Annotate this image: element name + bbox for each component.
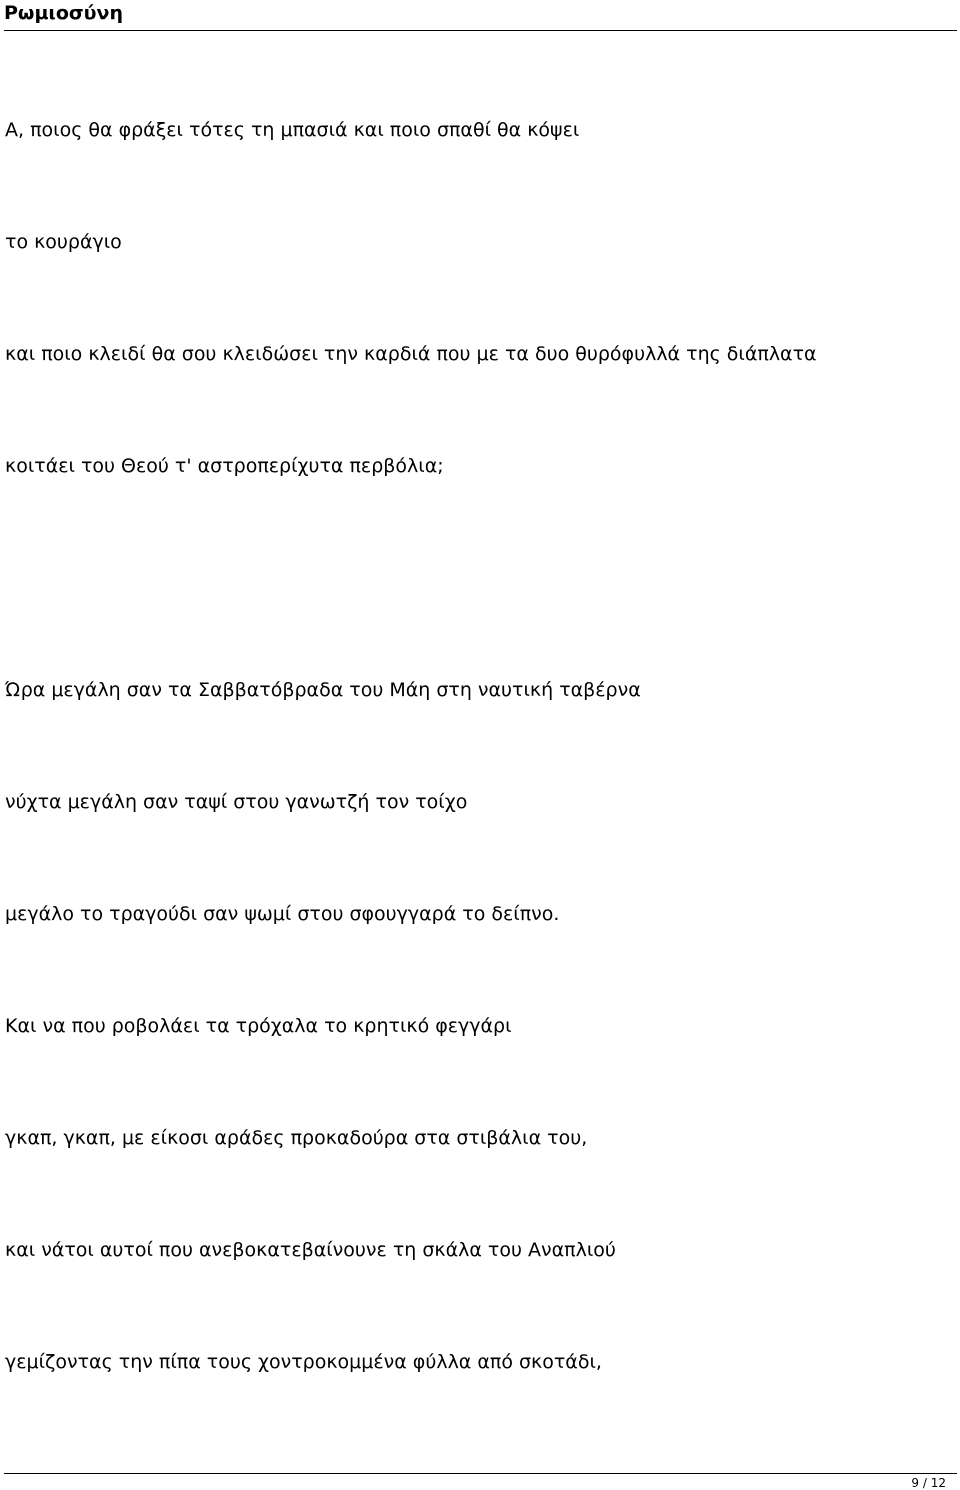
poem-line-6: νύχτα μεγάλη σαν ταψί στου γανωτζή τον τοίχο bbox=[5, 791, 468, 813]
header-divider bbox=[4, 30, 957, 31]
poem-line-9: γκαπ, γκαπ, με είκοσι αράδες προκαδούρα στα στιβάλια του, bbox=[5, 1127, 588, 1149]
document-title: Ρωμιοσύνη bbox=[4, 2, 123, 24]
poem-line-1: Α, ποιος θα φράξει τότες τη μπασιά και ποιο σπαθί θα κόψει bbox=[5, 119, 580, 141]
poem-line-7: μεγάλο το τραγούδι σαν ψωμί στου σφουγγαρά το δείπνο. bbox=[5, 903, 560, 925]
poem-line-3: και ποιο κλειδί θα σου κλειδώσει την καρδιά που με τα δυο θυρόφυλλά της διάπλατα bbox=[5, 343, 817, 365]
footer-divider bbox=[4, 1473, 957, 1474]
poem-line-8: Και να που ροβολάει τα τρόχαλα το κρητικό φεγγάρι bbox=[5, 1015, 512, 1037]
poem-line-2: το κουράγιο bbox=[5, 231, 122, 253]
poem-line-10: και νάτοι αυτοί που ανεβοκατεβαίνουνε τη σκάλα του Αναπλιού bbox=[5, 1239, 616, 1261]
poem-line-4: κοιτάει του Θεού τ' αστροπερίχυτα περβόλια; bbox=[5, 455, 444, 477]
poem-line-11: γεμίζοντας την πίπα τους χοντροκομμένα φύλλα από σκοτάδι, bbox=[5, 1351, 602, 1373]
page-number: 9 / 12 bbox=[911, 1476, 946, 1490]
poem-line-5: Ώρα μεγάλη σαν τα Σαββατόβραδα του Μάη στη ναυτική ταβέρνα bbox=[5, 679, 641, 701]
